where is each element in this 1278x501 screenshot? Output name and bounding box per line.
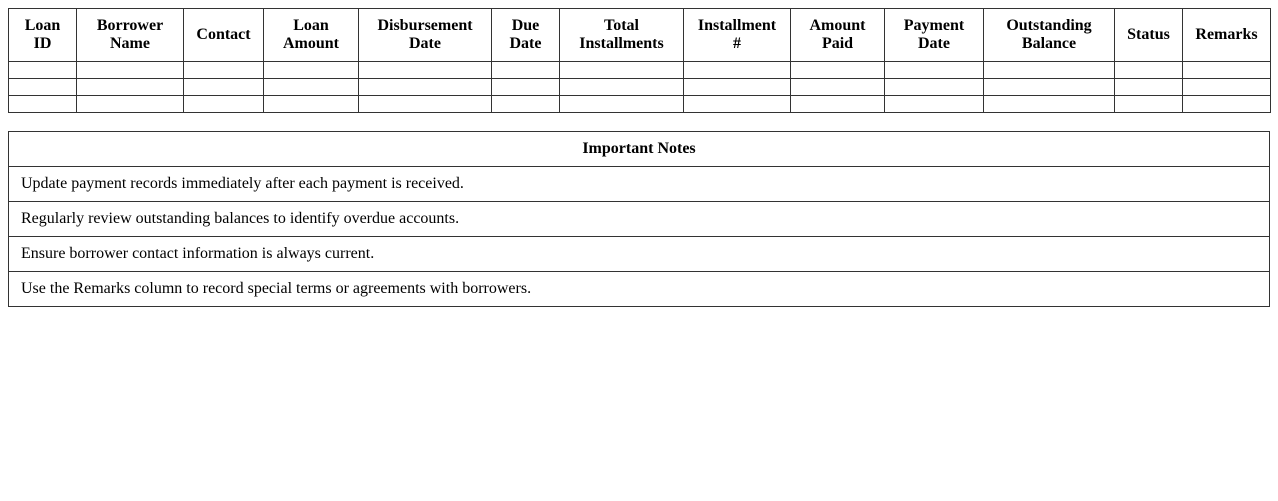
table-cell[interactable] <box>359 79 492 96</box>
table-cell[interactable] <box>1115 79 1183 96</box>
column-header-amount-paid: Amount Paid <box>791 9 885 62</box>
table-cell[interactable] <box>492 79 560 96</box>
table-cell[interactable] <box>77 96 184 113</box>
column-header-loan-amount: Loan Amount <box>264 9 359 62</box>
table-cell[interactable] <box>77 79 184 96</box>
table-cell[interactable] <box>885 79 984 96</box>
column-header-borrower-name: Borrower Name <box>77 9 184 62</box>
column-header-outstanding-balance: Outstanding Balance <box>984 9 1115 62</box>
table-cell[interactable] <box>560 62 684 79</box>
table-cell[interactable] <box>359 62 492 79</box>
notes-header-row <box>9 132 1270 167</box>
column-header-remarks: Remarks <box>1183 9 1271 62</box>
table-cell[interactable] <box>791 96 885 113</box>
table-cell[interactable] <box>684 96 791 113</box>
table-cell[interactable] <box>359 96 492 113</box>
table-cell[interactable] <box>885 96 984 113</box>
table-cell[interactable] <box>1183 96 1271 113</box>
table-row <box>9 79 1271 96</box>
table-cell[interactable] <box>492 62 560 79</box>
table-row <box>9 62 1271 79</box>
note-row <box>9 202 1270 237</box>
table-cell[interactable] <box>184 79 264 96</box>
table-cell[interactable] <box>184 62 264 79</box>
page-content <box>8 8 1270 307</box>
table-cell[interactable] <box>264 96 359 113</box>
table-cell[interactable] <box>984 96 1115 113</box>
column-header-loan-id: Loan ID <box>9 9 77 62</box>
table-cell[interactable] <box>791 79 885 96</box>
column-header-disbursement-date: Disbursement Date <box>359 9 492 62</box>
column-header-due-date: Due Date <box>492 9 560 62</box>
table-cell[interactable] <box>1115 62 1183 79</box>
column-header-total-installments: Total Installments <box>560 9 684 62</box>
table-row <box>9 96 1271 113</box>
table-cell[interactable] <box>1183 79 1271 96</box>
loan-tracking-table <box>8 8 1271 113</box>
table-cell[interactable] <box>560 96 684 113</box>
table-cell[interactable] <box>1115 96 1183 113</box>
notes-title: Important Notes <box>9 132 1270 167</box>
column-header-installment-number: Installment # <box>684 9 791 62</box>
table-cell[interactable] <box>492 96 560 113</box>
loan-table-header-row <box>9 9 1271 62</box>
table-cell[interactable] <box>184 96 264 113</box>
note-text: Update payment records immediately after each payment is received. <box>9 167 1270 202</box>
table-cell[interactable] <box>791 62 885 79</box>
table-cell[interactable] <box>264 62 359 79</box>
table-cell[interactable] <box>9 62 77 79</box>
important-notes-table <box>8 131 1270 307</box>
table-cell[interactable] <box>984 62 1115 79</box>
table-cell[interactable] <box>885 62 984 79</box>
table-cell[interactable] <box>9 96 77 113</box>
table-cell[interactable] <box>77 62 184 79</box>
note-row <box>9 272 1270 307</box>
note-row <box>9 167 1270 202</box>
column-header-status: Status <box>1115 9 1183 62</box>
note-row <box>9 237 1270 272</box>
table-cell[interactable] <box>9 79 77 96</box>
note-text: Regularly review outstanding balances to identify overdue accounts. <box>9 202 1270 237</box>
table-cell[interactable] <box>264 79 359 96</box>
column-header-payment-date: Payment Date <box>885 9 984 62</box>
column-header-contact: Contact <box>184 9 264 62</box>
table-cell[interactable] <box>684 79 791 96</box>
note-text: Ensure borrower contact information is always current. <box>9 237 1270 272</box>
table-cell[interactable] <box>984 79 1115 96</box>
note-text: Use the Remarks column to record special terms or agreements with borrowers. <box>9 272 1270 307</box>
table-cell[interactable] <box>560 79 684 96</box>
table-cell[interactable] <box>1183 62 1271 79</box>
table-cell[interactable] <box>684 62 791 79</box>
